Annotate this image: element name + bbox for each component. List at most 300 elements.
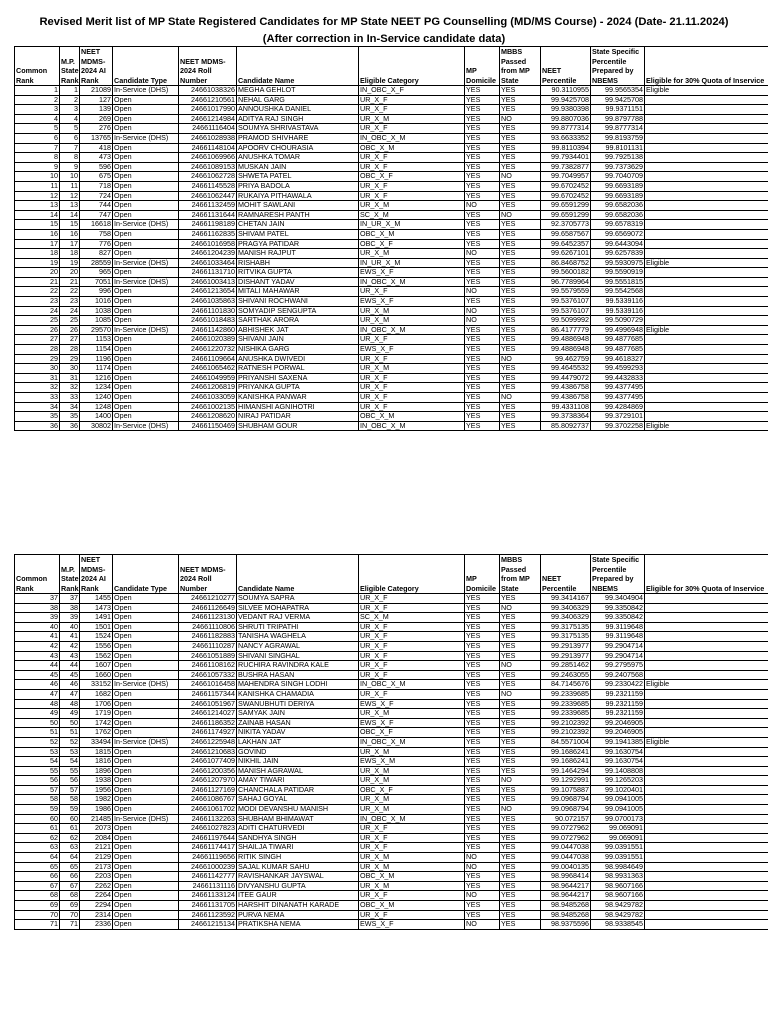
cell-state-rank: 43 <box>60 651 80 661</box>
cell-state-percentile: 99.5551815 <box>591 277 645 287</box>
cell-candidate-type: Open <box>113 689 179 699</box>
cell-inservice-eligible: Eligible <box>645 737 768 747</box>
cell-candidate-type: Open <box>113 181 179 191</box>
cell-mp-domicile: NO <box>465 249 500 259</box>
cell-inservice-eligible <box>645 124 768 134</box>
cell-inservice-eligible <box>645 153 768 163</box>
cell-common-rank: 1 <box>15 86 60 96</box>
cell-candidate-name: NANCY AGRAWAL <box>237 641 359 651</box>
cell-neet-percentile: 99.3406329 <box>541 603 591 613</box>
cell-mbbs-mp: YES <box>500 162 541 172</box>
cell-mp-domicile: YES <box>465 143 500 153</box>
cell-neet-percentile: 99.5376107 <box>541 306 591 316</box>
cell-neet-percentile: 99.6587567 <box>541 229 591 239</box>
cell-inservice-eligible: Eligible <box>645 86 768 96</box>
cell-candidate-type: In-Service (DHS) <box>113 680 179 690</box>
cell-candidate-name: NEHAL GARG <box>237 95 359 105</box>
cell-state-rank: 13 <box>60 201 80 211</box>
cell-candidate-type: Open <box>113 124 179 134</box>
cell-candidate-type: Open <box>113 249 179 259</box>
cell-candidate-type: Open <box>113 613 179 623</box>
cell-mp-domicile: YES <box>465 641 500 651</box>
cell-mbbs-mp: YES <box>500 757 541 767</box>
cell-eligible-category: UR_X_F <box>359 594 465 604</box>
cell-candidate-name: RATNESH PORWAL <box>237 364 359 374</box>
cell-ai-rank: 2073 <box>80 824 113 834</box>
cell-roll-number: 24661214984 <box>179 114 237 124</box>
cell-state-rank: 60 <box>60 814 80 824</box>
cell-mbbs-mp: YES <box>500 747 541 757</box>
cell-candidate-name: GOVIND <box>237 747 359 757</box>
cell-candidate-name: PRAGYA PATIDAR <box>237 239 359 249</box>
table-row <box>15 220 768 230</box>
cell-mbbs-mp: YES <box>500 613 541 623</box>
cell-mp-domicile: YES <box>465 239 500 249</box>
cell-neet-percentile: 99.2102392 <box>541 728 591 738</box>
cell-mbbs-mp: YES <box>500 316 541 326</box>
cell-candidate-type: Open <box>113 833 179 843</box>
cell-neet-percentile: 99.6591299 <box>541 201 591 211</box>
cell-ai-rank: 21485 <box>80 814 113 824</box>
cell-ai-rank: 1524 <box>80 632 113 642</box>
cell-neet-percentile: 90.3110955 <box>541 86 591 96</box>
cell-ai-rank: 7051 <box>80 277 113 287</box>
cell-ai-rank: 1085 <box>80 316 113 326</box>
cell-mp-domicile: YES <box>465 843 500 853</box>
cell-common-rank: 31 <box>15 373 60 383</box>
table-row <box>15 258 768 268</box>
cell-mbbs-mp: YES <box>500 920 541 930</box>
table-row <box>15 249 768 259</box>
cell-roll-number: 24661116404 <box>179 124 237 134</box>
cell-roll-number: 24661051967 <box>179 699 237 709</box>
cell-candidate-name: PURVA NEMA <box>237 910 359 920</box>
table-row <box>15 268 768 278</box>
cell-mbbs-mp: YES <box>500 737 541 747</box>
cell-neet-percentile: 98.9968414 <box>541 872 591 882</box>
cell-common-rank: 33 <box>15 393 60 403</box>
cell-inservice-eligible <box>645 814 768 824</box>
cell-candidate-type: Open <box>113 843 179 853</box>
cell-candidate-name: MODI DEVANSHU MANISH <box>237 805 359 815</box>
table-row <box>15 853 768 863</box>
cell-eligible-category: OBC_X_M <box>359 412 465 422</box>
table-row <box>15 594 768 604</box>
cell-neet-percentile: 99.6452357 <box>541 239 591 249</box>
cell-mbbs-mp: YES <box>500 412 541 422</box>
cell-candidate-name: PRAMOD SHIVHARE <box>237 133 359 143</box>
cell-ai-rank: 965 <box>80 268 113 278</box>
cell-neet-percentile: 99.4479072 <box>541 373 591 383</box>
cell-state-percentile: 99.8797788 <box>591 114 645 124</box>
cell-common-rank: 23 <box>15 297 60 307</box>
table-row <box>15 670 768 680</box>
cell-eligible-category: UR_X_M <box>359 316 465 326</box>
cell-ai-rank: 2129 <box>80 853 113 863</box>
header-state-rank: M.P. State Rank <box>60 555 80 594</box>
cell-common-rank: 42 <box>15 641 60 651</box>
cell-inservice-eligible <box>645 843 768 853</box>
cell-state-percentile: 99.1941385 <box>591 737 645 747</box>
cell-state-percentile: 99.6569072 <box>591 229 645 239</box>
cell-common-rank: 54 <box>15 757 60 767</box>
cell-ai-rank: 1896 <box>80 766 113 776</box>
cell-ai-rank: 1742 <box>80 718 113 728</box>
cell-mbbs-mp: NO <box>500 689 541 699</box>
cell-mbbs-mp: NO <box>500 393 541 403</box>
cell-candidate-type: Open <box>113 239 179 249</box>
cell-state-rank: 62 <box>60 833 80 843</box>
cell-state-percentile: 99.6582036 <box>591 210 645 220</box>
table-row <box>15 95 768 105</box>
header-row <box>15 555 768 594</box>
cell-mbbs-mp: YES <box>500 881 541 891</box>
cell-candidate-type: Open <box>113 862 179 872</box>
cell-mp-domicile: YES <box>465 632 500 642</box>
cell-mp-domicile: YES <box>465 412 500 422</box>
cell-roll-number: 24661206819 <box>179 383 237 393</box>
cell-roll-number: 24661051889 <box>179 651 237 661</box>
cell-mp-domicile: YES <box>465 747 500 757</box>
cell-eligible-category: OBC_X_F <box>359 728 465 738</box>
cell-state-percentile: 99.6578319 <box>591 220 645 230</box>
cell-roll-number: 24661018483 <box>179 316 237 326</box>
cell-common-rank: 65 <box>15 862 60 872</box>
cell-state-rank: 14 <box>60 210 80 220</box>
cell-neet-percentile: 84.5571004 <box>541 737 591 747</box>
header-candidate-type: Candidate Type <box>113 47 179 86</box>
cell-common-rank: 11 <box>15 181 60 191</box>
cell-eligible-category: IN_OBC_X_M <box>359 325 465 335</box>
cell-mp-domicile: YES <box>465 901 500 911</box>
cell-common-rank: 43 <box>15 651 60 661</box>
cell-candidate-name: ZAINAB HASAN <box>237 718 359 728</box>
cell-roll-number: 24661207970 <box>179 776 237 786</box>
cell-neet-percentile: 99.5099992 <box>541 316 591 326</box>
cell-mp-domicile: YES <box>465 622 500 632</box>
cell-eligible-category: UR_X_M <box>359 795 465 805</box>
cell-eligible-category: UR_X_M <box>359 747 465 757</box>
cell-state-rank: 15 <box>60 220 80 230</box>
cell-inservice-eligible <box>645 210 768 220</box>
cell-common-rank: 34 <box>15 402 60 412</box>
cell-state-percentile: 99.7040709 <box>591 172 645 182</box>
cell-candidate-type: Open <box>113 709 179 719</box>
cell-eligible-category: OBC_X_M <box>359 872 465 882</box>
table-row <box>15 613 768 623</box>
cell-state-percentile: 99.4599293 <box>591 364 645 374</box>
cell-ai-rank: 1154 <box>80 345 113 355</box>
cell-ai-rank: 1234 <box>80 383 113 393</box>
cell-inservice-eligible <box>645 805 768 815</box>
cell-mbbs-mp: YES <box>500 287 541 297</box>
cell-candidate-type: Open <box>113 105 179 115</box>
cell-state-rank: 29 <box>60 354 80 364</box>
cell-mbbs-mp: YES <box>500 901 541 911</box>
cell-common-rank: 71 <box>15 920 60 930</box>
cell-state-rank: 8 <box>60 153 80 163</box>
cell-state-percentile: 99.5542568 <box>591 287 645 297</box>
cell-eligible-category: UR_X_M <box>359 709 465 719</box>
cell-roll-number: 24661131116 <box>179 881 237 891</box>
cell-common-rank: 38 <box>15 603 60 613</box>
cell-ai-rank: 2262 <box>80 881 113 891</box>
table-row <box>15 162 768 172</box>
cell-neet-percentile: 98.9644217 <box>541 891 591 901</box>
cell-roll-number: 24661157344 <box>179 689 237 699</box>
cell-common-rank: 30 <box>15 364 60 374</box>
cell-roll-number: 24661027823 <box>179 824 237 834</box>
cell-inservice-eligible <box>645 133 768 143</box>
cell-roll-number: 24661123130 <box>179 613 237 623</box>
cell-ai-rank: 1660 <box>80 670 113 680</box>
cell-mp-domicile: YES <box>465 594 500 604</box>
cell-common-rank: 47 <box>15 689 60 699</box>
header-mbbs-mp: MBBS Passed from MP State <box>500 555 541 594</box>
cell-ai-rank: 596 <box>80 162 113 172</box>
cell-common-rank: 3 <box>15 105 60 115</box>
cell-state-rank: 69 <box>60 901 80 911</box>
cell-candidate-name: RAMNARESH PANTH <box>237 210 359 220</box>
cell-candidate-name: SANDHYA SINGH <box>237 833 359 843</box>
cell-candidate-name: SHRUTI TRIPATHI <box>237 622 359 632</box>
cell-common-rank: 70 <box>15 910 60 920</box>
cell-candidate-type: Open <box>113 373 179 383</box>
cell-mbbs-mp: YES <box>500 594 541 604</box>
document-title <box>14 14 754 48</box>
cell-state-rank: 9 <box>60 162 80 172</box>
cell-ai-rank: 1216 <box>80 373 113 383</box>
cell-state-rank: 16 <box>60 229 80 239</box>
cell-state-percentile: 99.0391551 <box>591 843 645 853</box>
cell-mp-domicile: YES <box>465 181 500 191</box>
cell-neet-percentile: 99.4645532 <box>541 364 591 374</box>
cell-mp-domicile: YES <box>465 872 500 882</box>
cell-mbbs-mp: YES <box>500 277 541 287</box>
cell-roll-number: 24661077409 <box>179 757 237 767</box>
cell-ai-rank: 33152 <box>80 680 113 690</box>
cell-common-rank: 17 <box>15 239 60 249</box>
cell-neet-percentile: 99.462759 <box>541 354 591 364</box>
cell-neet-percentile: 99.4886948 <box>541 335 591 345</box>
cell-neet-percentile: 93.6633352 <box>541 133 591 143</box>
cell-eligible-category: UR_X_F <box>359 373 465 383</box>
cell-common-rank: 19 <box>15 258 60 268</box>
cell-inservice-eligible <box>645 412 768 422</box>
cell-roll-number: 24661123592 <box>179 910 237 920</box>
cell-roll-number: 24661069966 <box>179 153 237 163</box>
cell-eligible-category: IN_OBC_X_M <box>359 277 465 287</box>
cell-neet-percentile: 99.5376107 <box>541 297 591 307</box>
cell-state-percentile: 99.6693189 <box>591 191 645 201</box>
cell-candidate-type: Open <box>113 95 179 105</box>
cell-mbbs-mp: YES <box>500 680 541 690</box>
cell-neet-percentile: 99.5579559 <box>541 287 591 297</box>
cell-state-rank: 3 <box>60 105 80 115</box>
cell-mbbs-mp: NO <box>500 210 541 220</box>
cell-state-percentile: 99.0941005 <box>591 805 645 815</box>
cell-mp-domicile: YES <box>465 709 500 719</box>
cell-candidate-type: Open <box>113 718 179 728</box>
cell-roll-number: 24661033464 <box>179 258 237 268</box>
cell-state-rank: 35 <box>60 412 80 422</box>
cell-candidate-name: ANNOUSHKA DANIEL <box>237 105 359 115</box>
cell-roll-number: 24661213654 <box>179 287 237 297</box>
cell-state-rank: 7 <box>60 143 80 153</box>
cell-candidate-type: Open <box>113 316 179 326</box>
cell-mbbs-mp: YES <box>500 258 541 268</box>
cell-candidate-name: HARSHIT DINANATH KARADE <box>237 901 359 911</box>
cell-ai-rank: 33494 <box>80 737 113 747</box>
cell-candidate-type: Open <box>113 699 179 709</box>
cell-mp-domicile: YES <box>465 805 500 815</box>
cell-candidate-type: Open <box>113 335 179 345</box>
cell-mbbs-mp: YES <box>500 891 541 901</box>
cell-candidate-name: LAKHAN JAT <box>237 737 359 747</box>
cell-common-rank: 57 <box>15 785 60 795</box>
cell-state-rank: 10 <box>60 172 80 182</box>
cell-inservice-eligible <box>645 901 768 911</box>
cell-candidate-type: Open <box>113 670 179 680</box>
cell-roll-number: 24661016958 <box>179 239 237 249</box>
cell-neet-percentile: 92.3705773 <box>541 220 591 230</box>
cell-neet-percentile: 99.6702452 <box>541 181 591 191</box>
cell-mbbs-mp: YES <box>500 402 541 412</box>
cell-eligible-category: UR_X_M <box>359 201 465 211</box>
cell-neet-percentile: 98.9375596 <box>541 920 591 930</box>
cell-ai-rank: 473 <box>80 153 113 163</box>
cell-inservice-eligible <box>645 824 768 834</box>
cell-eligible-category: UR_X_F <box>359 641 465 651</box>
cell-mp-domicile: YES <box>465 814 500 824</box>
cell-state-rank: 56 <box>60 776 80 786</box>
cell-roll-number: 24661131644 <box>179 210 237 220</box>
cell-inservice-eligible <box>645 95 768 105</box>
cell-mp-domicile: YES <box>465 910 500 920</box>
cell-state-rank: 46 <box>60 680 80 690</box>
cell-state-rank: 33 <box>60 393 80 403</box>
cell-ai-rank: 718 <box>80 181 113 191</box>
cell-eligible-category: SC_X_M <box>359 613 465 623</box>
cell-neet-percentile: 99.8777314 <box>541 124 591 134</box>
cell-candidate-type: Open <box>113 412 179 422</box>
cell-mbbs-mp: YES <box>500 910 541 920</box>
cell-state-rank: 58 <box>60 795 80 805</box>
table-row <box>15 785 768 795</box>
cell-candidate-name: SWANUBHUTI DERIYA <box>237 699 359 709</box>
cell-inservice-eligible <box>645 785 768 795</box>
cell-candidate-name: SAHAJ GOYAL <box>237 795 359 805</box>
cell-ai-rank: 747 <box>80 210 113 220</box>
table-row <box>15 105 768 115</box>
cell-mp-domicile: YES <box>465 661 500 671</box>
cell-mbbs-mp: YES <box>500 641 541 651</box>
cell-mp-domicile: YES <box>465 699 500 709</box>
cell-ai-rank: 744 <box>80 201 113 211</box>
cell-ai-rank: 127 <box>80 95 113 105</box>
cell-candidate-type: In-Service (DHS) <box>113 737 179 747</box>
table-row <box>15 766 768 776</box>
cell-eligible-category: IN_OBC_X_F <box>359 86 465 96</box>
cell-inservice-eligible <box>645 920 768 930</box>
cell-ai-rank: 1762 <box>80 728 113 738</box>
cell-neet-percentile: 99.1075887 <box>541 785 591 795</box>
cell-mbbs-mp: YES <box>500 249 541 259</box>
cell-state-rank: 11 <box>60 181 80 191</box>
cell-state-rank: 17 <box>60 239 80 249</box>
cell-ai-rank: 675 <box>80 172 113 182</box>
cell-state-percentile: 99.3350842 <box>591 613 645 623</box>
cell-roll-number: 24661016458 <box>179 680 237 690</box>
cell-state-percentile: 99.2330422 <box>591 680 645 690</box>
table-row <box>15 86 768 96</box>
cell-inservice-eligible <box>645 747 768 757</box>
cell-candidate-name: SHUBHAM BHIMAWAT <box>237 814 359 824</box>
cell-roll-number: 24661197644 <box>179 833 237 843</box>
cell-common-rank: 37 <box>15 594 60 604</box>
cell-common-rank: 8 <box>15 153 60 163</box>
cell-state-percentile: 99.0941005 <box>591 795 645 805</box>
cell-common-rank: 46 <box>15 680 60 690</box>
cell-eligible-category: OBC_X_M <box>359 901 465 911</box>
table-row <box>15 287 768 297</box>
cell-mp-domicile: YES <box>465 105 500 115</box>
cell-state-percentile: 98.9338545 <box>591 920 645 930</box>
cell-state-percentile: 99.3350842 <box>591 603 645 613</box>
cell-eligible-category: UR_X_M <box>359 766 465 776</box>
cell-mp-domicile: YES <box>465 86 500 96</box>
cell-mp-domicile: NO <box>465 920 500 930</box>
cell-state-percentile: 99.8777314 <box>591 124 645 134</box>
cell-neet-percentile: 99.2339685 <box>541 709 591 719</box>
cell-roll-number: 24661142860 <box>179 325 237 335</box>
table-row <box>15 383 768 393</box>
cell-candidate-name: HIMANSHI AGNIHOTRI <box>237 402 359 412</box>
cell-eligible-category: UR_X_F <box>359 402 465 412</box>
cell-candidate-type: Open <box>113 766 179 776</box>
cell-inservice-eligible <box>645 622 768 632</box>
cell-eligible-category: EWS_X_F <box>359 920 465 930</box>
table-row <box>15 622 768 632</box>
cell-inservice-eligible <box>645 143 768 153</box>
cell-candidate-type: Open <box>113 795 179 805</box>
cell-candidate-name: APOORV CHOURASIA <box>237 143 359 153</box>
cell-neet-percentile: 99.3414167 <box>541 594 591 604</box>
cell-inservice-eligible <box>645 632 768 642</box>
cell-roll-number: 24661214027 <box>179 709 237 719</box>
cell-state-percentile: 99.9565354 <box>591 86 645 96</box>
cell-ai-rank: 1556 <box>80 641 113 651</box>
table-row <box>15 364 768 374</box>
cell-mbbs-mp: YES <box>500 651 541 661</box>
table-row <box>15 881 768 891</box>
cell-ai-rank: 2173 <box>80 862 113 872</box>
cell-candidate-type: Open <box>113 776 179 786</box>
cell-roll-number: 24661062728 <box>179 172 237 182</box>
cell-common-rank: 69 <box>15 901 60 911</box>
cell-mp-domicile: NO <box>465 306 500 316</box>
cell-state-rank: 44 <box>60 661 80 671</box>
header-inservice-eligible: Eligible for 30% Quota of Inservice <box>645 47 768 86</box>
cell-candidate-name: RAVISHANKAR JAYSWAL <box>237 872 359 882</box>
cell-candidate-name: ANUSHKA DWIVEDI <box>237 354 359 364</box>
cell-roll-number: 24661133124 <box>179 891 237 901</box>
cell-neet-percentile: 99.7934401 <box>541 153 591 163</box>
cell-mp-domicile: YES <box>465 335 500 345</box>
header-mp-domicile: MP Domicile <box>465 555 500 594</box>
cell-eligible-category: UR_X_F <box>359 287 465 297</box>
cell-candidate-name: MEGHA GEHLOT <box>237 86 359 96</box>
